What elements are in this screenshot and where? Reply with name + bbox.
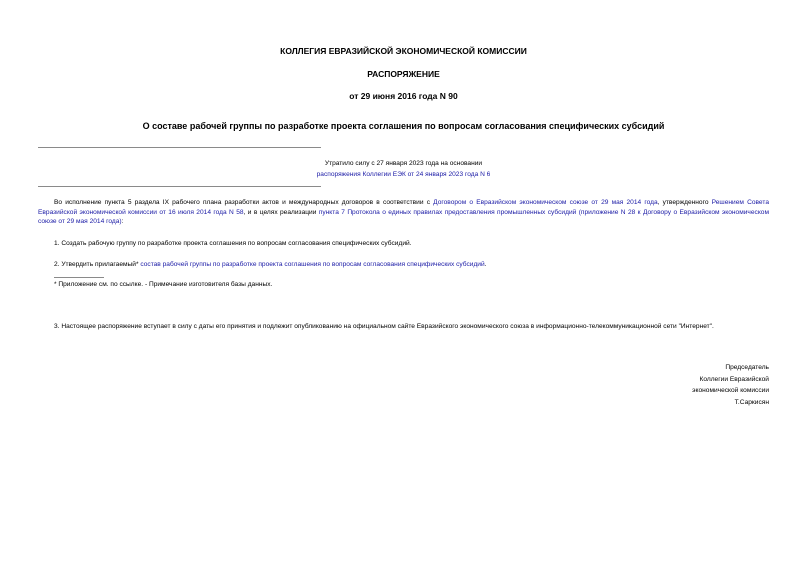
- issuer-heading: КОЛЛЕГИЯ ЕВРАЗИЙСКОЙ ЭКОНОМИЧЕСКОЙ КОМИССИИ: [280, 46, 527, 56]
- preamble-text-3: , и в целях реализации: [243, 208, 319, 216]
- footnote-divider: [54, 277, 104, 278]
- protocol-link[interactable]: пункта 7 Протокола о единых правилах предоставления промышленных субсидий (приложение N 28 к Договору о Евразийском экономическом союзе от 29 мая 2014 года): [38, 208, 769, 225]
- divider-bottom: [38, 186, 321, 187]
- composition-link[interactable]: состав рабочей группы по разработке проекта соглашения по вопросам согласования специфических субсидий: [140, 261, 485, 268]
- divider-top: [38, 147, 321, 148]
- document-date-number: от 29 июня 2016 года N 90: [349, 91, 458, 101]
- item-2-end: .: [484, 261, 487, 268]
- treaty-link[interactable]: Договором о Евразийском экономическом союзе от 29 мая 2014 года: [433, 199, 658, 206]
- repeal-link[interactable]: распоряжения Коллегии ЕЭК от 24 января 2023 года N 6: [316, 170, 491, 178]
- council-decision-link[interactable]: Решением Совета Евразийской экономической комиссии от 16 июля 2014 года N 58: [38, 199, 769, 216]
- signature-line-1: Председатель: [725, 364, 769, 371]
- signature-block: [569, 362, 769, 408]
- document-title: О составе рабочей группы по разработке проекта соглашения по вопросам согласования специфических субсидий: [142, 121, 665, 131]
- item-2: [54, 260, 769, 270]
- status-block: [0, 160, 807, 180]
- signature-line-3: экономической комиссии: [692, 387, 769, 394]
- item-2-text: 2. Утвердить прилагаемый*: [54, 261, 141, 268]
- signature-name: Т.Саркисян: [734, 398, 769, 406]
- preamble-text-1: Во исполнение пункта 5 раздела IX рабочего плана разработки актов и международных договоров в соответствии с: [54, 199, 434, 206]
- status-line: Утратило силу с 27 января 2023 года на основании: [324, 160, 483, 167]
- preamble-text-2: , утвержденного: [657, 199, 712, 206]
- preamble-paragraph: [38, 198, 769, 227]
- item-3: 3. Настоящее распоряжение вступает в силу с даты его принятия и подлежит опубликованию на официальном сайте Евразийского экономического союза в информационно-телекоммуникационной сети "Интернет".: [54, 323, 714, 330]
- preamble-text-4: :: [121, 218, 124, 225]
- item-1: 1. Создать рабочую группу по разработке проекта соглашения по вопросам согласования специфических субсидий.: [54, 240, 412, 247]
- signature-line-2: Коллегии Евразийской: [699, 375, 769, 383]
- document-type: РАСПОРЯЖЕНИЕ: [367, 69, 440, 79]
- footnote: * Приложение см. по ссылке. - Примечание изготовителя базы данных.: [54, 281, 273, 288]
